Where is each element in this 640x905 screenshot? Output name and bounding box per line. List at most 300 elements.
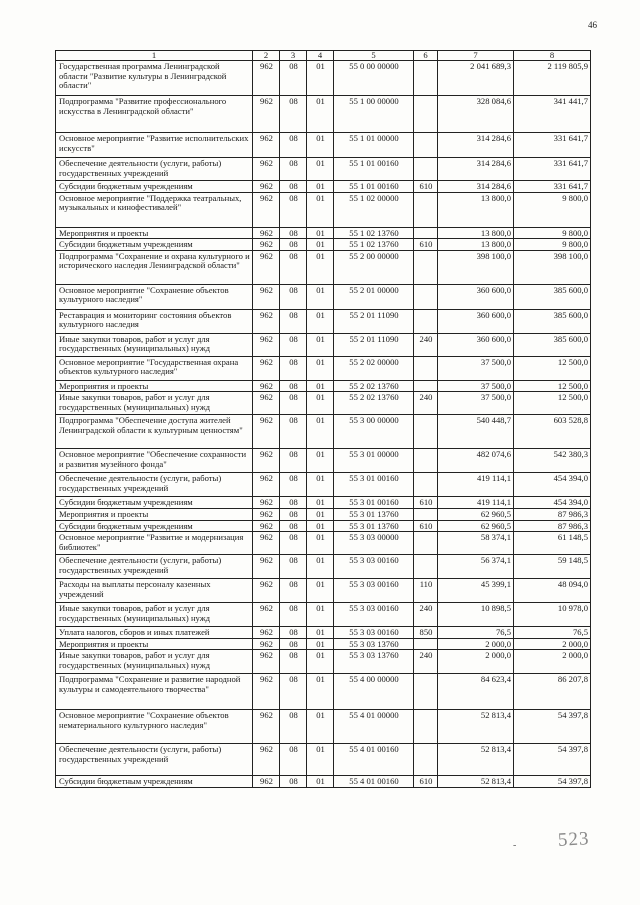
table-row — [56, 532, 591, 555]
item-name: Обеспечение деятельности (услуги, работы) государственных учреждений — [56, 158, 253, 181]
item-name: Основное мероприятие "Государственная охрана объектов культурного наследия" — [56, 356, 253, 380]
amount-year-1: 314 284,6 — [438, 133, 514, 158]
expense-type-code: 240 — [414, 392, 438, 415]
amount-year-2: 331 641,7 — [514, 158, 591, 181]
table-row — [56, 497, 591, 509]
item-name: Основное мероприятие "Развитие исполнительских искусств" — [56, 133, 253, 158]
amount-year-2: 341 441,7 — [514, 96, 591, 133]
section-code: 08 — [280, 158, 307, 181]
amount-year-2: 385 600,0 — [514, 284, 591, 309]
subsection-code: 01 — [307, 638, 334, 650]
section-code: 08 — [280, 744, 307, 776]
table-row — [56, 192, 591, 227]
table-row — [56, 96, 591, 133]
item-name: Субсидии бюджетным учреждениям — [56, 497, 253, 509]
subsection-code: 01 — [307, 744, 334, 776]
target-article-code: 55 3 03 00160 — [334, 555, 414, 579]
expense-type-code — [414, 192, 438, 227]
grbs-code: 962 — [253, 674, 280, 710]
expense-type-code: 610 — [414, 520, 438, 532]
subsection-code: 01 — [307, 333, 334, 356]
subsection-code: 01 — [307, 96, 334, 133]
section-code: 08 — [280, 650, 307, 674]
subsection-code: 01 — [307, 309, 334, 333]
section-code: 08 — [280, 96, 307, 133]
expense-type-code: 240 — [414, 333, 438, 356]
item-name: Основное мероприятие "Сохранение объектов нематериального культурного наследия" — [56, 710, 253, 744]
table-row — [56, 638, 591, 650]
expense-type-code — [414, 356, 438, 380]
grbs-code: 962 — [253, 415, 280, 449]
table-row — [56, 392, 591, 415]
subsection-code: 01 — [307, 674, 334, 710]
expense-type-code: 110 — [414, 579, 438, 603]
amount-year-1: 52 813,4 — [438, 710, 514, 744]
item-name: Основное мероприятие "Сохранение объектов культурного наследия" — [56, 284, 253, 309]
section-code: 08 — [280, 239, 307, 251]
subsection-code: 01 — [307, 380, 334, 392]
item-name: Подпрограмма "Сохранение и развитие народной культуры и самодеятельного творчества" — [56, 674, 253, 710]
grbs-code: 962 — [253, 61, 280, 96]
expense-type-code — [414, 473, 438, 497]
section-code: 08 — [280, 61, 307, 96]
item-name: Мероприятия и проекты — [56, 380, 253, 392]
col-header: 1 — [56, 51, 253, 61]
grbs-code: 962 — [253, 710, 280, 744]
section-code: 08 — [280, 309, 307, 333]
item-name: Подпрограмма "Развитие профессионального искусства в Ленинградской области" — [56, 96, 253, 133]
target-article-code: 55 1 01 00160 — [334, 181, 414, 193]
section-code: 08 — [280, 627, 307, 639]
grbs-code: 962 — [253, 776, 280, 788]
section-code: 08 — [280, 192, 307, 227]
subsection-code: 01 — [307, 710, 334, 744]
target-article-code: 55 0 00 00000 — [334, 61, 414, 96]
section-code: 08 — [280, 333, 307, 356]
section-code: 08 — [280, 508, 307, 520]
table-row — [56, 61, 591, 96]
amount-year-2: 12 500,0 — [514, 380, 591, 392]
expense-type-code: 610 — [414, 776, 438, 788]
subsection-code: 01 — [307, 181, 334, 193]
grbs-code: 962 — [253, 497, 280, 509]
subsection-code: 01 — [307, 603, 334, 627]
amount-year-1: 419 114,1 — [438, 497, 514, 509]
amount-year-2: 385 600,0 — [514, 309, 591, 333]
section-code: 08 — [280, 674, 307, 710]
item-name: Иные закупки товаров, работ и услуг для государственных (муниципальных) нужд — [56, 603, 253, 627]
expense-type-code — [414, 133, 438, 158]
table-row — [56, 250, 591, 284]
amount-year-1: 540 448,7 — [438, 415, 514, 449]
target-article-code: 55 2 01 00000 — [334, 284, 414, 309]
item-name: Иные закупки товаров, работ и услуг для государственных (муниципальных) нужд — [56, 392, 253, 415]
amount-year-1: 13 800,0 — [438, 227, 514, 239]
amount-year-2: 54 397,8 — [514, 744, 591, 776]
amount-year-1: 76,5 — [438, 627, 514, 639]
section-code: 08 — [280, 380, 307, 392]
amount-year-1: 419 114,1 — [438, 473, 514, 497]
expense-type-code — [414, 250, 438, 284]
amount-year-1: 37 500,0 — [438, 380, 514, 392]
target-article-code: 55 3 01 13760 — [334, 520, 414, 532]
grbs-code: 962 — [253, 250, 280, 284]
amount-year-2: 61 148,5 — [514, 532, 591, 555]
section-code: 08 — [280, 603, 307, 627]
subsection-code: 01 — [307, 627, 334, 639]
expense-type-code — [414, 158, 438, 181]
expense-type-code — [414, 415, 438, 449]
grbs-code: 962 — [253, 603, 280, 627]
expense-type-code — [414, 508, 438, 520]
item-name: Иные закупки товаров, работ и услуг для государственных (муниципальных) нужд — [56, 650, 253, 674]
subsection-code: 01 — [307, 555, 334, 579]
grbs-code: 962 — [253, 284, 280, 309]
grbs-code: 962 — [253, 744, 280, 776]
amount-year-2: 10 978,0 — [514, 603, 591, 627]
amount-year-1: 56 374,1 — [438, 555, 514, 579]
target-article-code: 55 2 02 00000 — [334, 356, 414, 380]
amount-year-1: 37 500,0 — [438, 392, 514, 415]
amount-year-2: 12 500,0 — [514, 392, 591, 415]
grbs-code: 962 — [253, 96, 280, 133]
amount-year-1: 360 600,0 — [438, 333, 514, 356]
table-row — [56, 473, 591, 497]
budget-table — [55, 50, 591, 788]
target-article-code: 55 3 01 00000 — [334, 449, 414, 473]
target-article-code: 55 3 01 00160 — [334, 497, 414, 509]
amount-year-1: 62 960,5 — [438, 520, 514, 532]
item-name: Субсидии бюджетным учреждениям — [56, 181, 253, 193]
grbs-code: 962 — [253, 627, 280, 639]
amount-year-2: 59 148,5 — [514, 555, 591, 579]
amount-year-1: 13 800,0 — [438, 192, 514, 227]
target-article-code: 55 2 02 13760 — [334, 392, 414, 415]
section-code: 08 — [280, 473, 307, 497]
subsection-code: 01 — [307, 284, 334, 309]
amount-year-2: 9 800,0 — [514, 239, 591, 251]
section-code: 08 — [280, 356, 307, 380]
subsection-code: 01 — [307, 497, 334, 509]
expense-type-code — [414, 532, 438, 555]
section-code: 08 — [280, 227, 307, 239]
subsection-code: 01 — [307, 356, 334, 380]
amount-year-1: 52 813,4 — [438, 776, 514, 788]
amount-year-1: 10 898,5 — [438, 603, 514, 627]
expense-type-code — [414, 555, 438, 579]
amount-year-1: 360 600,0 — [438, 284, 514, 309]
expense-type-code: 610 — [414, 497, 438, 509]
subsection-code: 01 — [307, 579, 334, 603]
item-name: Реставрация и мониторинг состояния объектов культурного наследия — [56, 309, 253, 333]
target-article-code: 55 3 01 13760 — [334, 508, 414, 520]
grbs-code: 962 — [253, 392, 280, 415]
table-row — [56, 650, 591, 674]
target-article-code: 55 4 00 00000 — [334, 674, 414, 710]
subsection-code: 01 — [307, 508, 334, 520]
table-row — [56, 555, 591, 579]
amount-year-2: 54 397,8 — [514, 710, 591, 744]
amount-year-1: 2 000,0 — [438, 650, 514, 674]
amount-year-1: 45 399,1 — [438, 579, 514, 603]
expense-type-code — [414, 449, 438, 473]
subsection-code: 01 — [307, 776, 334, 788]
expense-type-code: 610 — [414, 239, 438, 251]
table-row — [56, 520, 591, 532]
grbs-code: 962 — [253, 333, 280, 356]
table-row — [56, 133, 591, 158]
grbs-code: 962 — [253, 227, 280, 239]
amount-year-1: 482 074,6 — [438, 449, 514, 473]
section-code: 08 — [280, 520, 307, 532]
amount-year-2: 2 000,0 — [514, 650, 591, 674]
table-row — [56, 415, 591, 449]
target-article-code: 55 3 03 00160 — [334, 603, 414, 627]
amount-year-2: 86 207,8 — [514, 674, 591, 710]
amount-year-2: 87 986,3 — [514, 520, 591, 532]
subsection-code: 01 — [307, 239, 334, 251]
expense-type-code: 850 — [414, 627, 438, 639]
target-article-code: 55 2 02 13760 — [334, 380, 414, 392]
target-article-code: 55 2 01 11090 — [334, 333, 414, 356]
target-article-code: 55 1 01 00160 — [334, 158, 414, 181]
section-code: 08 — [280, 497, 307, 509]
section-code: 08 — [280, 579, 307, 603]
table-row — [56, 227, 591, 239]
amount-year-2: 87 986,3 — [514, 508, 591, 520]
amount-year-1: 62 960,5 — [438, 508, 514, 520]
target-article-code: 55 1 02 13760 — [334, 239, 414, 251]
subsection-code: 01 — [307, 158, 334, 181]
amount-year-1: 2 041 689,3 — [438, 61, 514, 96]
amount-year-2: 2 000,0 — [514, 638, 591, 650]
expense-type-code — [414, 710, 438, 744]
item-name: Подпрограмма "Сохранение и охрана культурного и исторического наследия Ленинградской области" — [56, 250, 253, 284]
expense-type-code — [414, 284, 438, 309]
target-article-code: 55 2 00 00000 — [334, 250, 414, 284]
grbs-code: 962 — [253, 380, 280, 392]
item-name: Обеспечение деятельности (услуги, работы) государственных учреждений — [56, 744, 253, 776]
col-header: 7 — [438, 51, 514, 61]
section-code: 08 — [280, 250, 307, 284]
item-name: Субсидии бюджетным учреждениям — [56, 239, 253, 251]
col-header: 2 — [253, 51, 280, 61]
table-row — [56, 603, 591, 627]
amount-year-1: 58 374,1 — [438, 532, 514, 555]
section-code: 08 — [280, 284, 307, 309]
col-header: 4 — [307, 51, 334, 61]
amount-year-2: 398 100,0 — [514, 250, 591, 284]
expense-type-code — [414, 674, 438, 710]
amount-year-1: 84 623,4 — [438, 674, 514, 710]
item-name: Обеспечение деятельности (услуги, работы) государственных учреждений — [56, 473, 253, 497]
amount-year-1: 328 084,6 — [438, 96, 514, 133]
subsection-code: 01 — [307, 392, 334, 415]
amount-year-2: 454 394,0 — [514, 497, 591, 509]
target-article-code: 55 1 02 13760 — [334, 227, 414, 239]
expense-type-code — [414, 380, 438, 392]
grbs-code: 962 — [253, 555, 280, 579]
grbs-code: 962 — [253, 638, 280, 650]
subsection-code: 01 — [307, 449, 334, 473]
item-name: Государственная программа Ленинградской области "Развитие культуры в Ленинградской области" — [56, 61, 253, 96]
amount-year-1: 360 600,0 — [438, 309, 514, 333]
table-row — [56, 158, 591, 181]
table-row — [56, 309, 591, 333]
target-article-code: 55 3 03 13760 — [334, 650, 414, 674]
section-code: 08 — [280, 133, 307, 158]
target-article-code: 55 4 01 00160 — [334, 776, 414, 788]
table-row — [56, 449, 591, 473]
table-row — [56, 627, 591, 639]
table-row — [56, 284, 591, 309]
target-article-code: 55 3 03 00160 — [334, 579, 414, 603]
section-code: 08 — [280, 392, 307, 415]
target-article-code: 55 2 01 11090 — [334, 309, 414, 333]
item-name: Расходы на выплаты персоналу казенных учреждений — [56, 579, 253, 603]
section-code: 08 — [280, 776, 307, 788]
item-name: Основное мероприятие "Развитие и модернизация библиотек" — [56, 532, 253, 555]
table-body — [56, 61, 591, 788]
amount-year-2: 385 600,0 — [514, 333, 591, 356]
target-article-code: 55 3 03 00000 — [334, 532, 414, 555]
grbs-code: 962 — [253, 650, 280, 674]
target-article-code: 55 3 03 00160 — [334, 627, 414, 639]
grbs-code: 962 — [253, 309, 280, 333]
table-row — [56, 674, 591, 710]
expense-type-code — [414, 96, 438, 133]
target-article-code: 55 3 00 00000 — [334, 415, 414, 449]
expense-type-code: 610 — [414, 181, 438, 193]
target-article-code: 55 4 01 00000 — [334, 710, 414, 744]
grbs-code: 962 — [253, 356, 280, 380]
item-name: Мероприятия и проекты — [56, 227, 253, 239]
amount-year-2: 454 394,0 — [514, 473, 591, 497]
grbs-code: 962 — [253, 449, 280, 473]
item-name: Подпрограмма "Обеспечение доступа жителей Ленинградской области к культурным ценностям" — [56, 415, 253, 449]
amount-year-1: 314 284,6 — [438, 181, 514, 193]
grbs-code: 962 — [253, 579, 280, 603]
subsection-code: 01 — [307, 61, 334, 96]
section-code: 08 — [280, 532, 307, 555]
expense-type-code: 240 — [414, 650, 438, 674]
amount-year-1: 2 000,0 — [438, 638, 514, 650]
table-row — [56, 239, 591, 251]
page-stamp: 523 — [557, 828, 591, 851]
section-code: 08 — [280, 449, 307, 473]
expense-type-code — [414, 744, 438, 776]
table-row — [56, 508, 591, 520]
target-article-code: 55 1 02 00000 — [334, 192, 414, 227]
table-row — [56, 356, 591, 380]
item-name: Основное мероприятие "Поддержка театральных, музыкальных и кинофестивалей" — [56, 192, 253, 227]
subsection-code: 01 — [307, 227, 334, 239]
table-row — [56, 744, 591, 776]
col-header: 5 — [334, 51, 414, 61]
col-header: 3 — [280, 51, 307, 61]
subsection-code: 01 — [307, 473, 334, 497]
amount-year-2: 331 641,7 — [514, 181, 591, 193]
target-article-code: 55 4 01 00160 — [334, 744, 414, 776]
grbs-code: 962 — [253, 532, 280, 555]
amount-year-2: 603 528,8 — [514, 415, 591, 449]
grbs-code: 962 — [253, 192, 280, 227]
subsection-code: 01 — [307, 415, 334, 449]
amount-year-2: 9 800,0 — [514, 192, 591, 227]
amount-year-1: 398 100,0 — [438, 250, 514, 284]
item-name: Уплата налогов, сборов и иных платежей — [56, 627, 253, 639]
grbs-code: 962 — [253, 133, 280, 158]
section-code: 08 — [280, 638, 307, 650]
grbs-code: 962 — [253, 473, 280, 497]
amount-year-2: 9 800,0 — [514, 227, 591, 239]
grbs-code: 962 — [253, 181, 280, 193]
target-article-code: 55 3 03 13760 — [334, 638, 414, 650]
target-article-code: 55 1 00 00000 — [334, 96, 414, 133]
target-article-code: 55 3 01 00160 — [334, 473, 414, 497]
table-row — [56, 579, 591, 603]
expense-type-code: 240 — [414, 603, 438, 627]
amount-year-2: 12 500,0 — [514, 356, 591, 380]
table-row — [56, 776, 591, 788]
target-article-code: 55 1 01 00000 — [334, 133, 414, 158]
item-name: Основное мероприятие "Обеспечение сохранности и развития музейного фонда" — [56, 449, 253, 473]
page-number: 46 — [588, 20, 597, 30]
section-code: 08 — [280, 181, 307, 193]
section-code: 08 — [280, 415, 307, 449]
item-name: Иные закупки товаров, работ и услуг для государственных (муниципальных) нужд — [56, 333, 253, 356]
table-row — [56, 710, 591, 744]
subsection-code: 01 — [307, 250, 334, 284]
table-row — [56, 181, 591, 193]
expense-type-code — [414, 61, 438, 96]
section-code: 08 — [280, 710, 307, 744]
amount-year-2: 331 641,7 — [514, 133, 591, 158]
amount-year-1: 13 800,0 — [438, 239, 514, 251]
subsection-code: 01 — [307, 192, 334, 227]
item-name: Субсидии бюджетным учреждениям — [56, 520, 253, 532]
grbs-code: 962 — [253, 158, 280, 181]
col-header: 8 — [514, 51, 591, 61]
amount-year-2: 2 119 805,9 — [514, 61, 591, 96]
amount-year-1: 37 500,0 — [438, 356, 514, 380]
amount-year-2: 48 094,0 — [514, 579, 591, 603]
col-header: 6 — [414, 51, 438, 61]
amount-year-2: 54 397,8 — [514, 776, 591, 788]
subsection-code: 01 — [307, 532, 334, 555]
amount-year-1: 52 813,4 — [438, 744, 514, 776]
item-name: Мероприятия и проекты — [56, 508, 253, 520]
grbs-code: 962 — [253, 508, 280, 520]
subsection-code: 01 — [307, 650, 334, 674]
subsection-code: 01 — [307, 133, 334, 158]
section-code: 08 — [280, 555, 307, 579]
footer-dash: - — [513, 840, 517, 851]
amount-year-2: 76,5 — [514, 627, 591, 639]
table-row — [56, 380, 591, 392]
expense-type-code — [414, 638, 438, 650]
item-name: Обеспечение деятельности (услуги, работы) государственных учреждений — [56, 555, 253, 579]
expense-type-code — [414, 309, 438, 333]
item-name: Мероприятия и проекты — [56, 638, 253, 650]
grbs-code: 962 — [253, 239, 280, 251]
table-row — [56, 333, 591, 356]
header-row — [56, 51, 591, 61]
item-name: Субсидии бюджетным учреждениям — [56, 776, 253, 788]
amount-year-2: 542 380,3 — [514, 449, 591, 473]
grbs-code: 962 — [253, 520, 280, 532]
expense-type-code — [414, 227, 438, 239]
